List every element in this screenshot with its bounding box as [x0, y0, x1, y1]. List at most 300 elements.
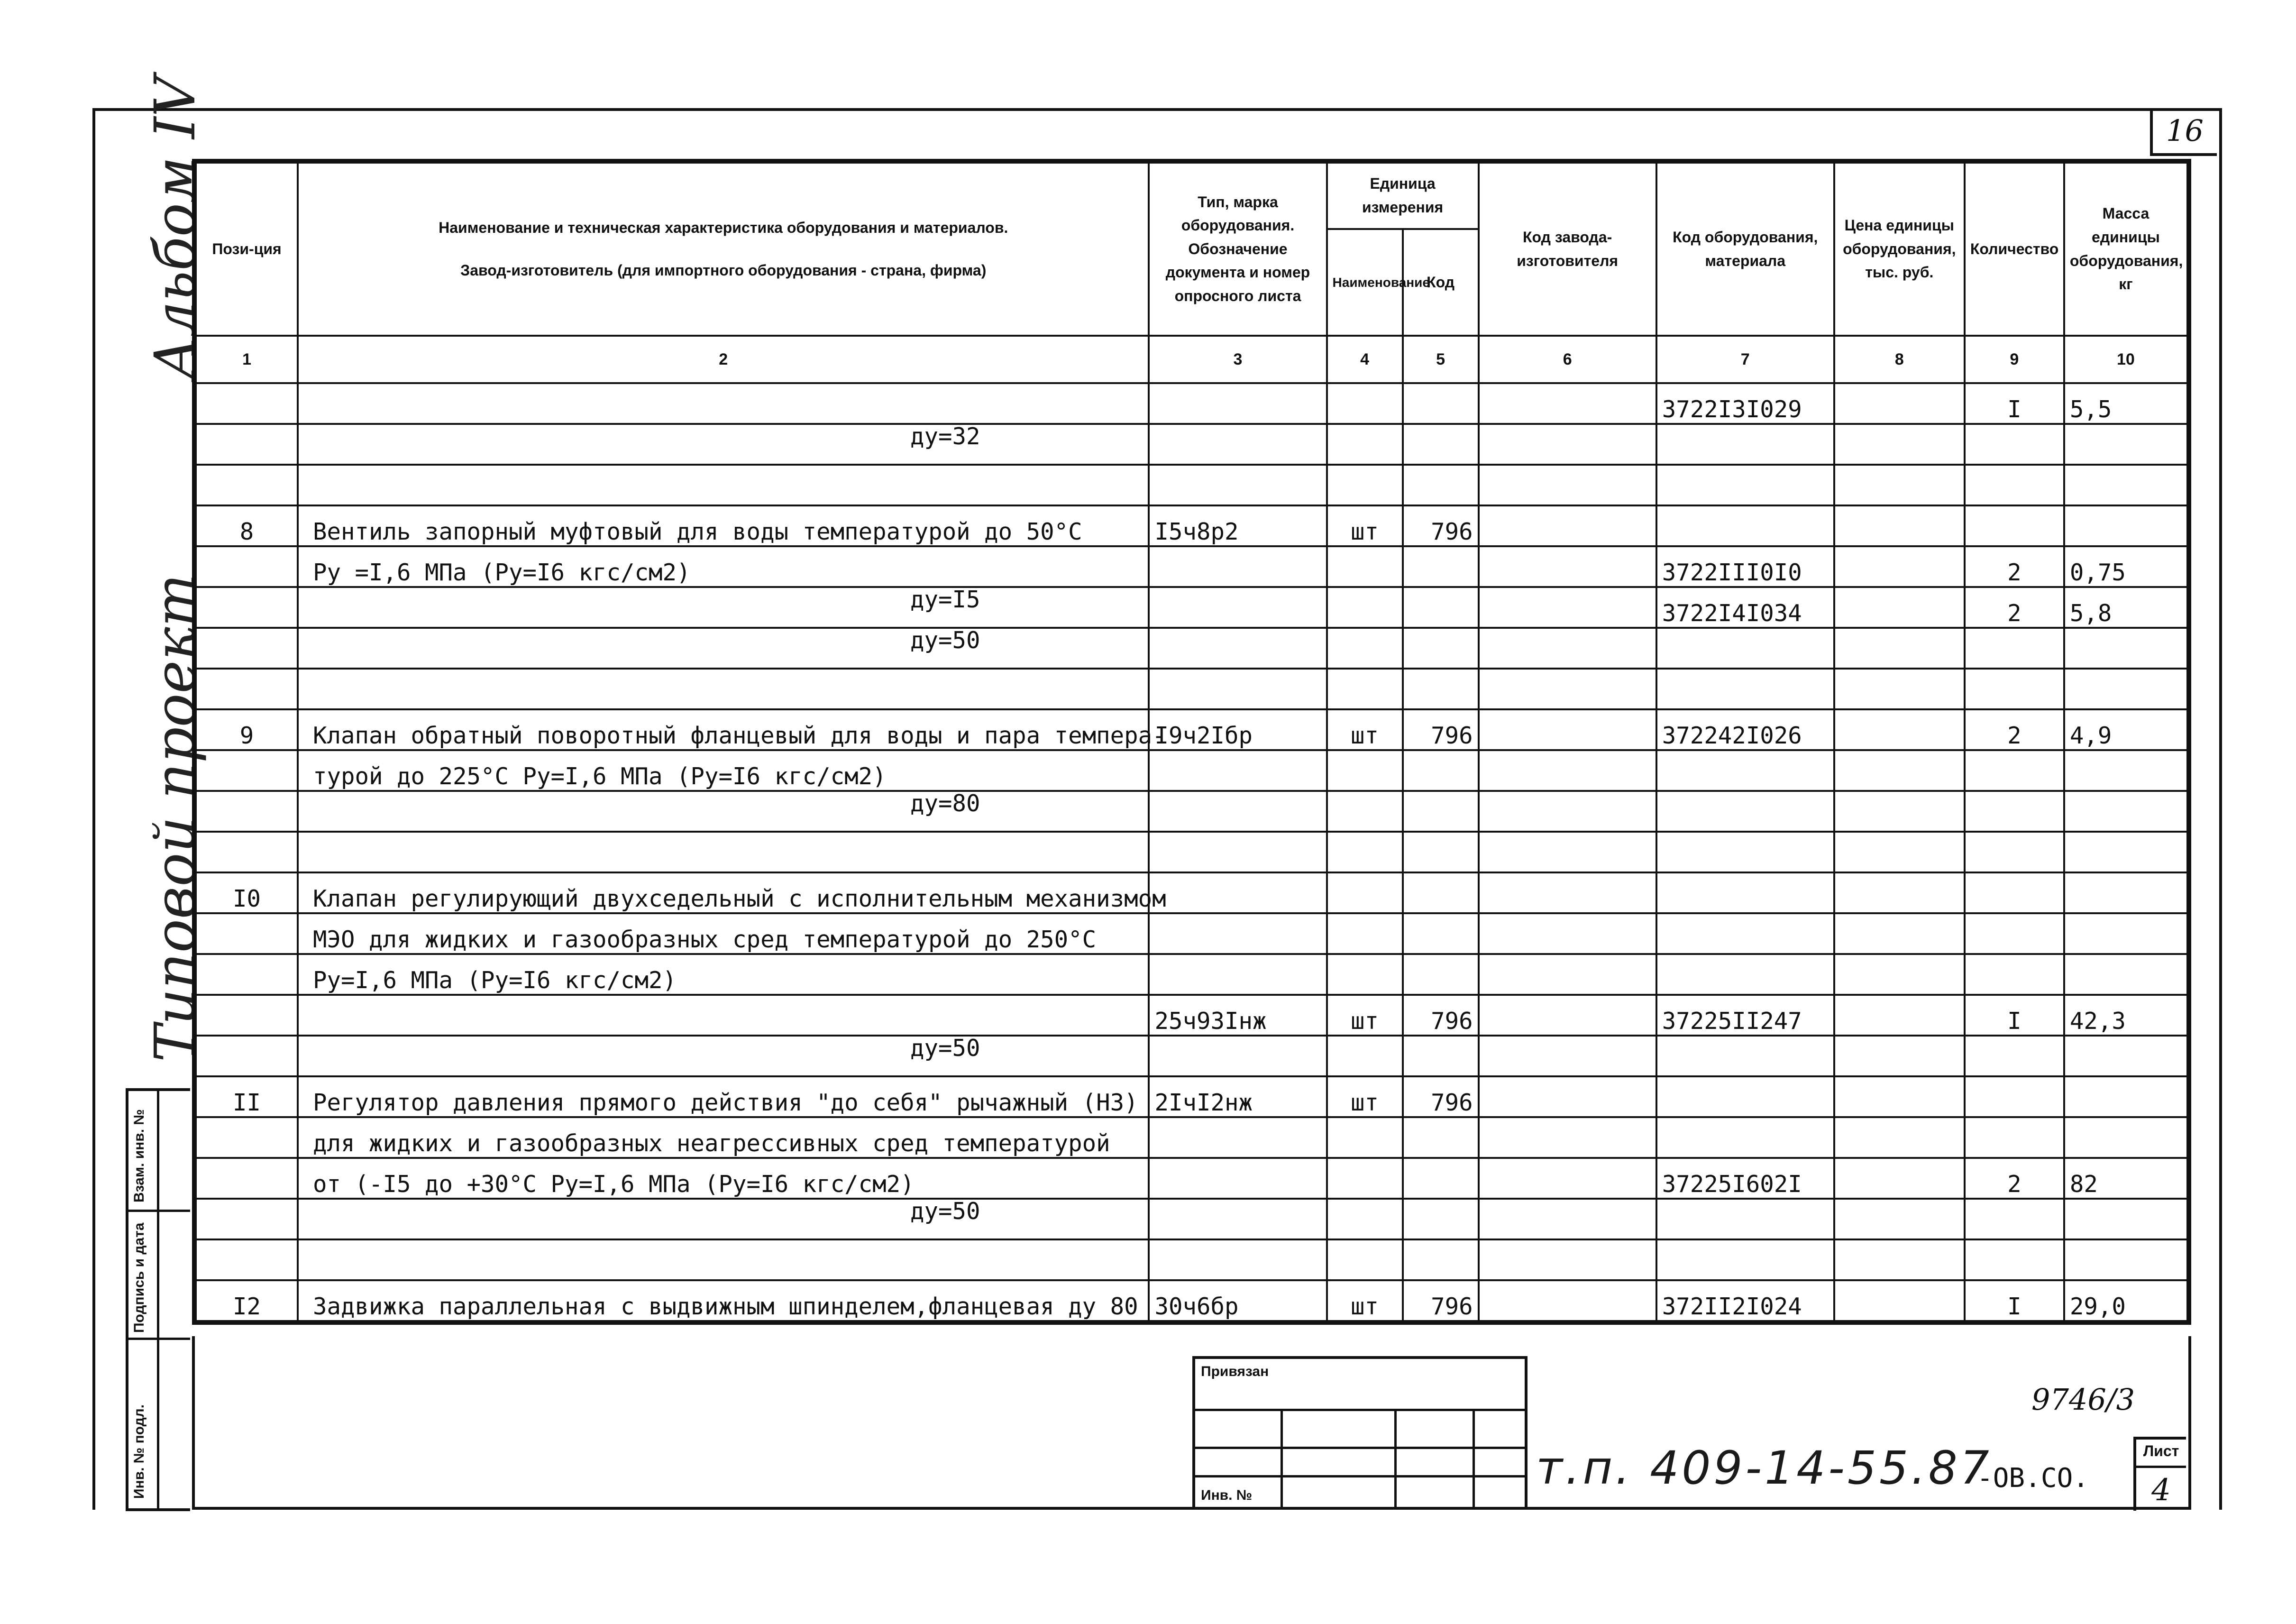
price-cell: [1834, 1158, 1965, 1199]
price-cell: [1834, 954, 1965, 995]
unit-code-cell: 796: [1403, 995, 1479, 1036]
maker-code-cell: [1479, 1076, 1656, 1117]
name-cell: [298, 465, 1149, 505]
unit-code-cell: [1403, 791, 1479, 832]
nominal-diameter: ду=50: [910, 627, 980, 654]
unit-code-cell: [1403, 913, 1479, 954]
name-cell: [298, 954, 1149, 995]
header-unit-name: Наименование: [1327, 229, 1403, 336]
item-description: Ру =I,6 МПа (Ру=I6 кгс/см2): [313, 559, 691, 586]
type-cell: I9ч2Iбр: [1149, 709, 1326, 750]
item-description: Задвижка параллельная с выдвижным шпинделем,фланцевая ду 80: [313, 1293, 1138, 1320]
type-cell: 25ч93Iнж: [1149, 995, 1326, 1036]
col-num: 8: [1834, 336, 1965, 383]
quantity-cell: [1965, 791, 2064, 832]
table-row: [196, 424, 2187, 465]
table-row: [196, 709, 2187, 750]
unit-name-cell: [1327, 424, 1403, 465]
header-maker-code: Код завода-изготовителя: [1479, 163, 1656, 336]
unit-code-cell: 796: [1403, 1280, 1479, 1321]
price-cell: [1834, 669, 1965, 709]
quantity-cell: [1965, 1117, 2064, 1158]
mass-cell: [2064, 1036, 2187, 1076]
name-cell: [298, 872, 1166, 913]
position-cell: [196, 791, 298, 832]
mass-cell: [2064, 669, 2187, 709]
type-cell: [1149, 1158, 1326, 1199]
item-description: для жидких и газообразных неагрессивных сред температурой: [313, 1130, 1110, 1157]
maker-code-cell: [1479, 1158, 1656, 1199]
equipment-code-cell: [1656, 505, 1834, 546]
type-cell: [1149, 587, 1326, 628]
unit-code-cell: [1403, 383, 1479, 424]
equipment-code-cell: [1656, 1117, 1834, 1158]
sheet-label: Лист: [2143, 1442, 2179, 1459]
unit-code-cell: [1403, 546, 1479, 587]
equipment-code-cell: 3722I3I029: [1656, 383, 1834, 424]
mass-cell: [2064, 750, 2187, 791]
quantity-cell: [1965, 832, 2064, 872]
col-num: 2: [298, 336, 1149, 383]
stamp-inventory: Инв. №: [1201, 1487, 1253, 1503]
unit-name-cell: шт: [1327, 709, 1403, 750]
mass-cell: [2064, 1117, 2187, 1158]
price-cell: [1834, 546, 1965, 587]
maker-code-cell: [1479, 791, 1656, 832]
item-description: Вентиль запорный муфтовый для воды температурой до 50°С: [313, 518, 1082, 545]
equipment-code-cell: [1656, 791, 1834, 832]
equipment-table: [195, 162, 2188, 1322]
type-cell: [1149, 750, 1326, 791]
unit-name-cell: [1327, 546, 1403, 587]
position-cell: [196, 1199, 298, 1239]
equipment-code-cell: [1656, 832, 1834, 872]
type-cell: [1149, 383, 1326, 424]
table-row: [196, 995, 2187, 1036]
col-num: 6: [1479, 336, 1656, 383]
name-cell: [298, 1036, 1149, 1076]
name-cell: [298, 546, 1149, 613]
unit-name-cell: [1327, 832, 1403, 872]
position-cell: 9: [196, 709, 298, 750]
equipment-code-cell: [1656, 750, 1834, 791]
quantity-cell: [1965, 465, 2064, 505]
equipment-table-container: [192, 159, 2191, 1325]
name-cell: [298, 505, 1149, 546]
position-cell: [196, 628, 298, 669]
mass-cell: [2064, 913, 2187, 954]
equipment-code-cell: [1656, 1199, 1834, 1239]
position-cell: I2: [196, 1280, 298, 1321]
maker-code-cell: [1479, 587, 1656, 628]
price-cell: [1834, 791, 1965, 832]
quantity-cell: [1965, 913, 2064, 954]
unit-code-cell: [1403, 1239, 1479, 1280]
nominal-diameter: ду=32: [910, 423, 980, 450]
item-description: Ру=I,6 МПа (Ру=I6 кгс/см2): [313, 967, 677, 994]
unit-code-cell: [1403, 1158, 1479, 1199]
equipment-code-cell: [1656, 628, 1834, 669]
table-row: [196, 1199, 2187, 1239]
type-cell: [1149, 1117, 1326, 1158]
table-row: [196, 628, 2187, 669]
mass-cell: [2064, 505, 2187, 546]
quantity-cell: 2: [1965, 546, 2064, 587]
position-cell: [196, 1117, 298, 1158]
name-cell: [298, 383, 1149, 450]
price-cell: [1834, 872, 1965, 913]
table-row: [196, 1239, 2187, 1280]
table-row: [196, 1158, 2187, 1199]
quantity-cell: I: [1965, 383, 2064, 424]
name-cell: [298, 1158, 1149, 1225]
type-cell: [1149, 954, 1326, 995]
quantity-cell: [1965, 872, 2064, 913]
maker-code-cell: [1479, 750, 1656, 791]
type-cell: [1149, 832, 1326, 872]
mass-cell: [2064, 628, 2187, 669]
unit-code-cell: 796: [1403, 505, 1479, 546]
price-cell: [1834, 1280, 1965, 1321]
stamp-label-signature: Подпись и дата: [131, 1222, 147, 1333]
nominal-diameter: ду=I5: [910, 586, 980, 613]
maker-code-cell: [1479, 709, 1656, 750]
position-cell: [196, 669, 298, 709]
table-row: [196, 913, 2187, 954]
price-cell: [1834, 832, 1965, 872]
mass-cell: [2064, 465, 2187, 505]
position-cell: [196, 546, 298, 587]
table-row: [196, 587, 2187, 628]
unit-code-cell: 796: [1403, 1076, 1479, 1117]
equipment-code-cell: 372II2I024: [1656, 1280, 1834, 1321]
maker-code-cell: [1479, 628, 1656, 669]
position-cell: [196, 587, 298, 628]
maker-code-cell: [1479, 505, 1656, 546]
table-row: [196, 872, 2187, 913]
maker-code-cell: [1479, 546, 1656, 587]
name-cell: [298, 424, 1149, 465]
header-unit-code: Код: [1403, 229, 1479, 336]
unit-code-cell: [1403, 750, 1479, 791]
type-cell: [1149, 1199, 1326, 1239]
type-cell: [1149, 1239, 1326, 1280]
type-cell: [1149, 628, 1326, 669]
price-cell: [1834, 465, 1965, 505]
unit-code-cell: [1403, 628, 1479, 669]
item-description: Клапан регулирующий двухседельный с исполнительным механизмом: [313, 885, 1166, 912]
name-cell: [298, 1117, 1149, 1158]
name-cell: [298, 709, 1166, 750]
equipment-code-cell: 3722I4I034: [1656, 587, 1834, 628]
table-body: [196, 383, 2187, 1321]
mass-cell: 5,5: [2064, 383, 2187, 424]
unit-name-cell: [1327, 1199, 1403, 1239]
quantity-cell: I: [1965, 1280, 2064, 1321]
equipment-code-cell: [1656, 872, 1834, 913]
quantity-cell: 2: [1965, 1158, 2064, 1199]
col-num: 10: [2064, 336, 2187, 383]
position-cell: 8: [196, 505, 298, 546]
mass-cell: [2064, 791, 2187, 832]
header-name: [298, 163, 1149, 336]
position-cell: II: [196, 1076, 298, 1117]
mass-cell: [2064, 1076, 2187, 1117]
mass-cell: 0,75: [2064, 546, 2187, 587]
position-cell: [196, 383, 298, 424]
equipment-code-cell: [1656, 913, 1834, 954]
mass-cell: [2064, 1199, 2187, 1239]
header-type: Тип, марка оборудования. Обозначение документа и номер опросного листа: [1149, 163, 1326, 336]
unit-name-cell: [1327, 383, 1403, 424]
col-num: 9: [1965, 336, 2064, 383]
header-quantity: Количество: [1965, 163, 2064, 336]
col-num: 3: [1149, 336, 1326, 383]
unit-code-cell: [1403, 587, 1479, 628]
maker-code-cell: [1479, 1239, 1656, 1280]
unit-code-cell: [1403, 669, 1479, 709]
header-name-line1: Наименование и техническая характеристика оборудования и материалов.: [439, 219, 1008, 236]
header-equipment-code: Код оборудования, материала: [1656, 163, 1834, 336]
type-cell: [1149, 424, 1326, 465]
position-cell: [196, 913, 298, 954]
unit-code-cell: [1403, 424, 1479, 465]
name-cell: [298, 1239, 1149, 1280]
mass-cell: 82: [2064, 1158, 2187, 1199]
unit-code-cell: [1403, 954, 1479, 995]
equipment-code-cell: [1656, 465, 1834, 505]
table-row: [196, 505, 2187, 546]
unit-code-cell: [1403, 872, 1479, 913]
equipment-code-cell: 37225II247: [1656, 995, 1834, 1036]
price-cell: [1834, 505, 1965, 546]
nominal-diameter: ду=50: [910, 1198, 980, 1225]
table-row: [196, 791, 2187, 832]
sheet-number: 4: [2151, 1473, 2171, 1508]
type-cell: [1149, 669, 1326, 709]
quantity-cell: [1965, 1036, 2064, 1076]
quantity-cell: [1965, 505, 2064, 546]
name-cell: [298, 995, 1149, 1062]
equipment-code-cell: [1656, 1239, 1834, 1280]
price-cell: [1834, 628, 1965, 669]
stamp-header: Привязан: [1201, 1364, 1269, 1379]
sheet-corner-number: 16: [2150, 108, 2217, 156]
maker-code-cell: [1479, 872, 1656, 913]
unit-name-cell: [1327, 1117, 1403, 1158]
quantity-cell: [1965, 628, 2064, 669]
header-position: Пози-ция: [196, 163, 298, 336]
position-cell: [196, 465, 298, 505]
unit-name-cell: шт: [1327, 1280, 1403, 1321]
header-mass: Масса единицы оборудования, кг: [2064, 163, 2187, 336]
maker-code-cell: [1479, 832, 1656, 872]
sheet-number-box: [2133, 1437, 2186, 1511]
maker-code-cell: [1479, 913, 1656, 954]
item-description: от (-I5 до +30°С Ру=I,6 МПа (Ру=I6 кгс/см2): [313, 1171, 915, 1198]
document-suffix: -ОВ.СО.: [1977, 1463, 2089, 1494]
maker-code-cell: [1479, 383, 1656, 424]
name-cell: [298, 1199, 1149, 1239]
position-cell: [196, 1158, 298, 1199]
mass-cell: [2064, 424, 2187, 465]
item-description: МЭО для жидких и газообразных сред температурой до 250°С: [313, 926, 1097, 953]
equipment-code-cell: [1656, 1036, 1834, 1076]
equipment-code-cell: 37225I602I: [1656, 1158, 1834, 1199]
price-cell: [1834, 1076, 1965, 1117]
name-cell: [298, 669, 1149, 709]
type-cell: [1149, 546, 1326, 587]
unit-name-cell: [1327, 669, 1403, 709]
name-cell: [298, 832, 1149, 872]
unit-name-cell: шт: [1327, 1076, 1403, 1117]
position-cell: I0: [196, 872, 298, 913]
price-cell: [1834, 709, 1965, 750]
approval-stamp-column: [126, 1088, 190, 1511]
table-row: [196, 750, 2187, 791]
maker-code-cell: [1479, 1036, 1656, 1076]
maker-code-cell: [1479, 1199, 1656, 1239]
quantity-cell: 2: [1965, 587, 2064, 628]
quantity-cell: [1965, 424, 2064, 465]
quantity-cell: [1965, 1199, 2064, 1239]
equipment-code-cell: 372242I026: [1656, 709, 1834, 750]
table-row: [196, 1117, 2187, 1158]
nominal-diameter: ду=50: [910, 1035, 980, 1062]
table-row: [196, 669, 2187, 709]
unit-code-cell: [1403, 832, 1479, 872]
document-number: т.п. 409-14-55.87: [1536, 1441, 1992, 1495]
item-description: Клапан обратный поворотный фланцевый для воды и пара темпера-: [313, 722, 1166, 749]
quantity-cell: [1965, 750, 2064, 791]
type-cell: [1149, 1036, 1326, 1076]
unit-name-cell: [1327, 628, 1403, 669]
price-cell: [1834, 1199, 1965, 1239]
equipment-code-cell: [1656, 1076, 1834, 1117]
item-description: турой до 225°С Ру=I,6 МПа (Ру=I6 кгс/см2): [313, 763, 887, 790]
header-unit-group: Единица измерения: [1327, 163, 1479, 229]
name-cell: [298, 1280, 1149, 1321]
table-row: [196, 1280, 2187, 1321]
price-cell: [1834, 913, 1965, 954]
type-cell: 30ч6бр: [1149, 1280, 1326, 1321]
name-cell: [298, 628, 1149, 669]
type-cell: [1149, 872, 1326, 913]
col-num: 5: [1403, 336, 1479, 383]
album-label: Альбом IV: [142, 76, 208, 379]
equipment-code-cell: [1656, 669, 1834, 709]
price-cell: [1834, 1117, 1965, 1158]
type-cell: I5ч8р2: [1149, 505, 1326, 546]
handwritten-number: 9746/3: [2031, 1382, 2135, 1417]
mass-cell: [2064, 832, 2187, 872]
price-cell: [1834, 995, 1965, 1036]
stamp-label-replacement: Взам. инв. №: [131, 1109, 147, 1202]
quantity-cell: [1965, 1076, 2064, 1117]
quantity-cell: [1965, 954, 2064, 995]
table-row: [196, 546, 2187, 587]
unit-code-cell: 796: [1403, 709, 1479, 750]
price-cell: [1834, 1036, 1965, 1076]
name-cell: [298, 913, 1149, 954]
stamp-label-original: Инв. № подл.: [131, 1404, 147, 1499]
maker-code-cell: [1479, 954, 1656, 995]
table-row: [196, 954, 2187, 995]
name-cell: [298, 1076, 1149, 1117]
position-cell: [196, 1036, 298, 1076]
project-label: Типовой проект: [142, 574, 208, 1062]
price-cell: [1834, 1239, 1965, 1280]
header-price: Цена единицы оборудования, тыс. руб.: [1834, 163, 1965, 336]
quantity-cell: [1965, 669, 2064, 709]
position-cell: [196, 424, 298, 465]
maker-code-cell: [1479, 669, 1656, 709]
unit-name-cell: [1327, 1158, 1403, 1199]
unit-name-cell: [1327, 791, 1403, 832]
type-cell: [1149, 465, 1326, 505]
type-cell: 2IчI2нж: [1149, 1076, 1326, 1117]
quantity-cell: I: [1965, 995, 2064, 1036]
unit-code-cell: [1403, 465, 1479, 505]
col-num: 1: [196, 336, 298, 383]
mass-cell: 42,3: [2064, 995, 2187, 1036]
type-cell: [1149, 913, 1326, 954]
name-cell: [298, 791, 1149, 832]
table-row: [196, 1036, 2187, 1076]
nominal-diameter: ду=80: [910, 790, 980, 817]
quantity-cell: 2: [1965, 709, 2064, 750]
type-cell: [1149, 791, 1326, 832]
price-cell: [1834, 750, 1965, 791]
col-num: 4: [1327, 336, 1403, 383]
mass-cell: [2064, 872, 2187, 913]
maker-code-cell: [1479, 995, 1656, 1036]
position-cell: [196, 1239, 298, 1280]
table-row: [196, 832, 2187, 872]
unit-code-cell: [1403, 1036, 1479, 1076]
position-cell: [196, 832, 298, 872]
unit-code-cell: [1403, 1199, 1479, 1239]
equipment-code-cell: [1656, 954, 1834, 995]
unit-name-cell: [1327, 872, 1403, 913]
unit-name-cell: шт: [1327, 995, 1403, 1036]
unit-name-cell: [1327, 465, 1403, 505]
maker-code-cell: [1479, 1280, 1656, 1321]
mass-cell: 4,9: [2064, 709, 2187, 750]
table-row: [196, 1076, 2187, 1117]
price-cell: [1834, 424, 1965, 465]
binding-stamp: [1192, 1356, 1528, 1508]
header-name-line2: Завод-изготовитель (для импортного оборудования - страна, фирма): [460, 261, 987, 279]
maker-code-cell: [1479, 1117, 1656, 1158]
quantity-cell: [1965, 1239, 2064, 1280]
name-cell: [298, 587, 1149, 654]
mass-cell: 29,0: [2064, 1280, 2187, 1321]
mass-cell: [2064, 1239, 2187, 1280]
column-number-row: [196, 336, 2187, 383]
item-description: Регулятор давления прямого действия "до себя" рычажный (НЗ): [313, 1089, 1138, 1116]
maker-code-cell: [1479, 465, 1656, 505]
maker-code-cell: [1479, 424, 1656, 465]
unit-name-cell: [1327, 1036, 1403, 1076]
unit-name-cell: [1327, 1239, 1403, 1280]
mass-cell: [2064, 954, 2187, 995]
price-cell: [1834, 383, 1965, 424]
unit-name-cell: [1327, 954, 1403, 995]
equipment-code-cell: 3722III0I0: [1656, 546, 1834, 587]
price-cell: [1834, 587, 1965, 628]
unit-name-cell: [1327, 587, 1403, 628]
